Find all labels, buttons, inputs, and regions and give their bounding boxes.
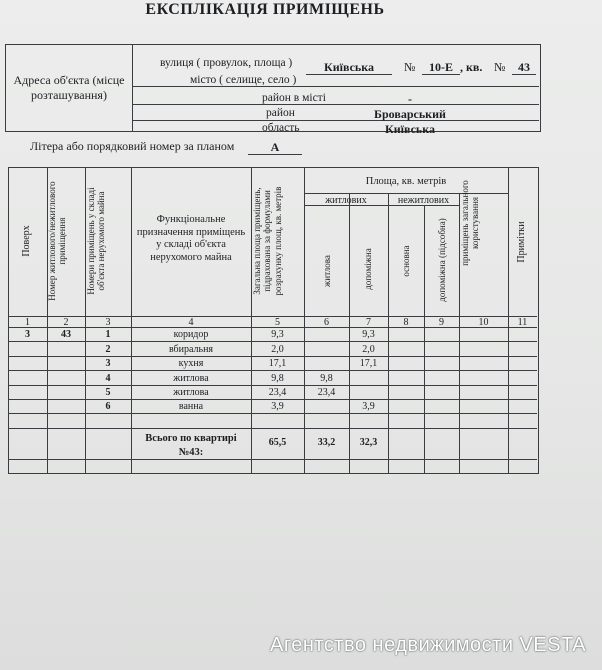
col-number: 11 (517, 317, 528, 328)
cell-total-area: 9,3 (271, 329, 284, 340)
address-label: Адреса об'єкта (місце розташування) (13, 73, 125, 102)
header-aux-basement: допоміжна (підсобна) (437, 218, 447, 302)
cell-room: 1 (105, 329, 111, 340)
cell-room: 6 (105, 401, 111, 412)
header-room-numbers: Номери приміщень у складі об'єкта нерухомого майна (86, 187, 107, 295)
header-nonresidential: нежитлових (397, 195, 450, 206)
house-number-sign: № (404, 60, 416, 74)
district-value: Броварський (374, 107, 446, 121)
header-purpose: Функціональне призначення приміщень у складі об'єкта нерухомого майна (136, 214, 246, 263)
cell-floor: 3 (25, 329, 30, 340)
cell-apartment: 43 (61, 329, 71, 340)
street-value: Київська (324, 60, 374, 74)
cell-living-area: 9,8 (320, 373, 333, 384)
col-number: 4 (188, 317, 194, 328)
header-apartment-number: Номер житлового/нежитлового приміщення (47, 181, 68, 301)
col-number: 3 (105, 317, 111, 328)
col-number: 6 (324, 317, 329, 328)
living-area-sum: 33,2 (317, 437, 336, 448)
total-label: Всього по квартирі №43: (145, 433, 237, 458)
street-label: вулиця ( провулок, площа ) (160, 57, 293, 69)
col-number: 2 (63, 317, 69, 328)
cell-room: 5 (105, 387, 111, 398)
header-common-use: приміщень загального користування (460, 180, 481, 266)
cell-purpose: вбиральня (168, 344, 214, 355)
cell-total-area: 3,9 (271, 401, 284, 412)
header-residential: житлових (325, 195, 367, 206)
header-auxiliary: допоміжна (363, 248, 373, 290)
cell-room: 4 (105, 373, 111, 384)
cell-aux-area: 3,9 (362, 401, 375, 412)
litera-label: Літера або порядковий номер за планом (30, 139, 235, 153)
district-label: район (266, 107, 295, 119)
litera-value: А (270, 140, 280, 154)
header-living: житлова (322, 255, 332, 287)
region-value: Київська (385, 122, 435, 136)
cell-total-area: 23,4 (268, 387, 287, 398)
cell-aux-area: 9,3 (362, 329, 375, 340)
apartment-value: 43 (518, 60, 530, 74)
region-label: область (262, 122, 300, 134)
cell-total-area: 2,0 (271, 344, 284, 355)
cell-purpose: житлова (173, 387, 209, 398)
col-number: 9 (439, 317, 444, 328)
cell-aux-area: 17,1 (359, 358, 378, 369)
header-area-group: Площа, кв. метрів (365, 176, 447, 187)
cell-total-area: 17,1 (268, 358, 287, 369)
apartment-number-sign: № (494, 60, 506, 74)
watermark: Агентство недвижимости VESTA (270, 634, 587, 656)
total-area-sum: 65,5 (268, 437, 287, 448)
document-title: ЕКСПЛІКАЦІЯ ПРИМІЩЕНЬ (145, 1, 385, 18)
cell-total-area: 9,8 (271, 373, 284, 384)
cell-room: 2 (105, 344, 111, 355)
cell-living-area: 23,4 (317, 387, 336, 398)
col-number: 8 (403, 317, 409, 328)
district-city-label: район в місті (262, 92, 326, 104)
col-number: 5 (275, 317, 280, 328)
district-city-value: - (408, 92, 412, 106)
aux-area-sum: 32,3 (359, 437, 378, 448)
header-notes: Примітки (516, 221, 527, 263)
house-value: 10-Е (429, 60, 453, 74)
city-label: місто ( селище, село ) (190, 74, 297, 86)
cell-purpose: коридор (173, 329, 209, 340)
cell-purpose: ванна (178, 401, 204, 412)
cell-aux-area: 2,0 (362, 344, 375, 355)
col-number: 7 (366, 317, 371, 328)
cell-purpose: кухня (178, 358, 204, 369)
cell-purpose: житлова (173, 373, 209, 384)
cell-room: 3 (105, 358, 111, 369)
col-number: 10 (478, 317, 489, 328)
col-number: 1 (25, 317, 30, 328)
apartment-label: , кв. (460, 60, 483, 74)
header-total-area: Загальна площа приміщень, підрахована за формулами розрахунку площ, кв. метрів (252, 186, 283, 296)
header-main: основна (401, 245, 411, 277)
header-floor: Поверх (21, 225, 32, 257)
